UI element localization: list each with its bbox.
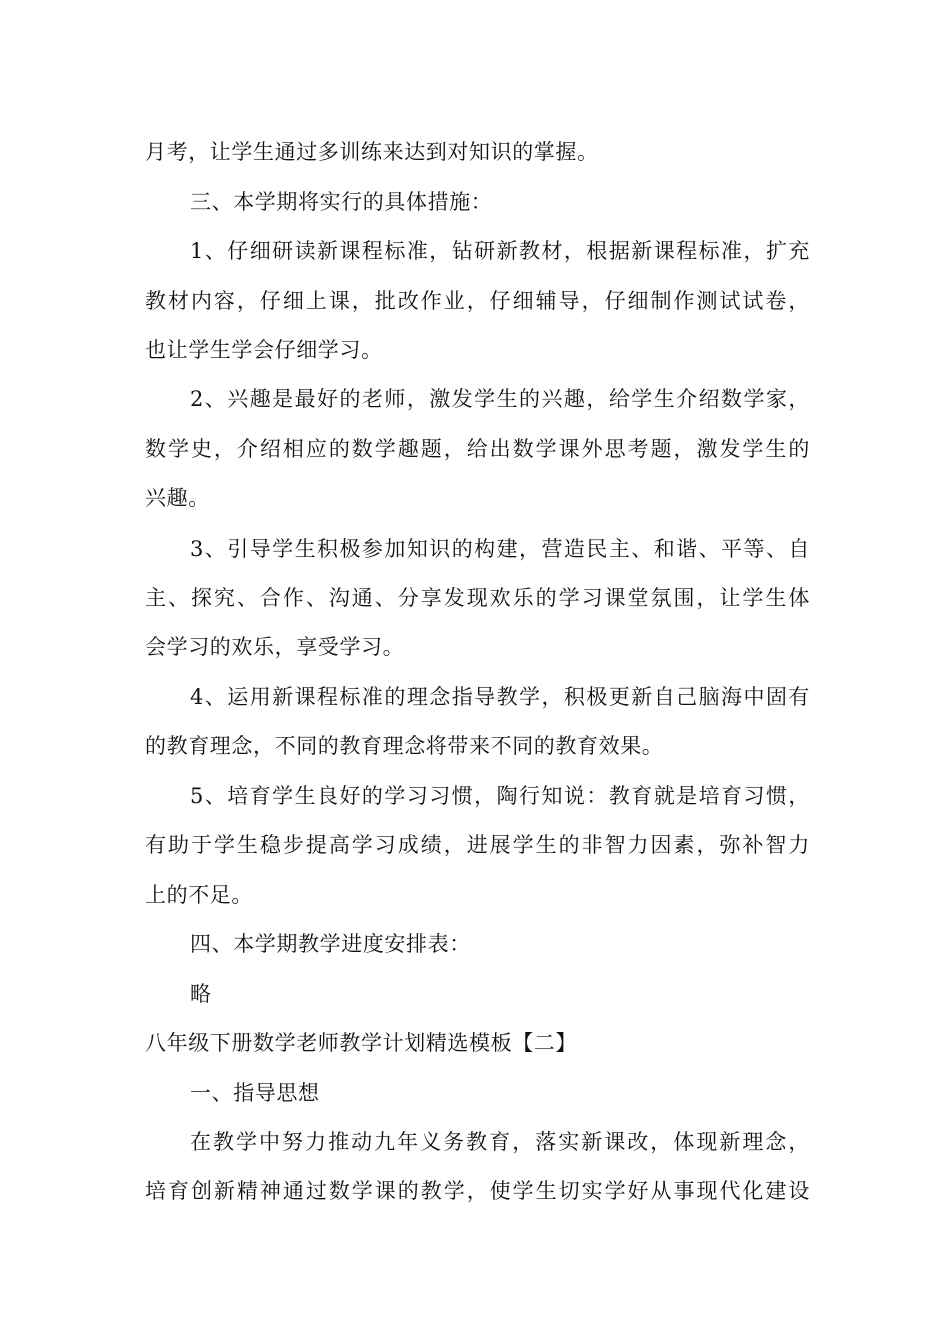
paragraph-line: 会学习的欢乐，享受学习。 [145,635,405,659]
document-title: 八年级下册数学老师教学计划精选模板【二】 [145,1031,577,1055]
section-heading-schedule: 四、本学期教学进度安排表： [190,932,471,956]
paragraph-line: 4、运用新课程标准的理念指导教学，积极更新自己脑海中固有 [190,685,810,709]
section-heading-measures: 三、本学期将实行的具体措施： [190,190,493,214]
paragraph-line: 主、探究、合作、沟通、分享发现欢乐的学习课堂氛围，让学生体 [145,586,810,610]
paragraph-line: 也让学生学会仔细学习。 [145,338,383,362]
paragraph-line: 1、仔细研读新课程标准，钻研新教材，根据新课程标准，扩充 [190,239,810,263]
paragraph-line: 略 [190,982,212,1006]
paragraph-line: 兴趣。 [145,486,210,510]
paragraph-line: 在教学中努力推动九年义务教育，落实新课改，体现新理念， [190,1130,810,1154]
section-heading-guiding-thought: 一、指导思想 [190,1081,320,1105]
paragraph-line: 有助于学生稳步提高学习成绩，进展学生的非智力因素，弥补智力 [145,833,810,857]
paragraph-line: 的教育理念，不同的教育理念将带来不同的教育效果。 [145,734,664,758]
paragraph-line: 3、引导学生积极参加知识的构建，营造民主、和谐、平等、自 [190,537,810,561]
paragraph-line: 5、培育学生良好的学习习惯，陶行知说：教育就是培育习惯， [190,784,810,808]
paragraph-line: 2、兴趣是最好的老师，激发学生的兴趣，给学生介绍数学家， [190,387,810,411]
paragraph-line: 数学史，介绍相应的数学趣题，给出数学课外思考题，激发学生的 [145,437,810,461]
paragraph-line: 上的不足。 [145,883,253,907]
paragraph-line: 月考，让学生通过多训练来达到对知识的掌握。 [145,140,599,164]
paragraph-line: 教材内容，仔细上课，批改作业，仔细辅导，仔细制作测试试卷， [145,289,810,313]
paragraph-line: 培育创新精神通过数学课的教学，使学生切实学好从事现代化建设 [145,1179,810,1203]
